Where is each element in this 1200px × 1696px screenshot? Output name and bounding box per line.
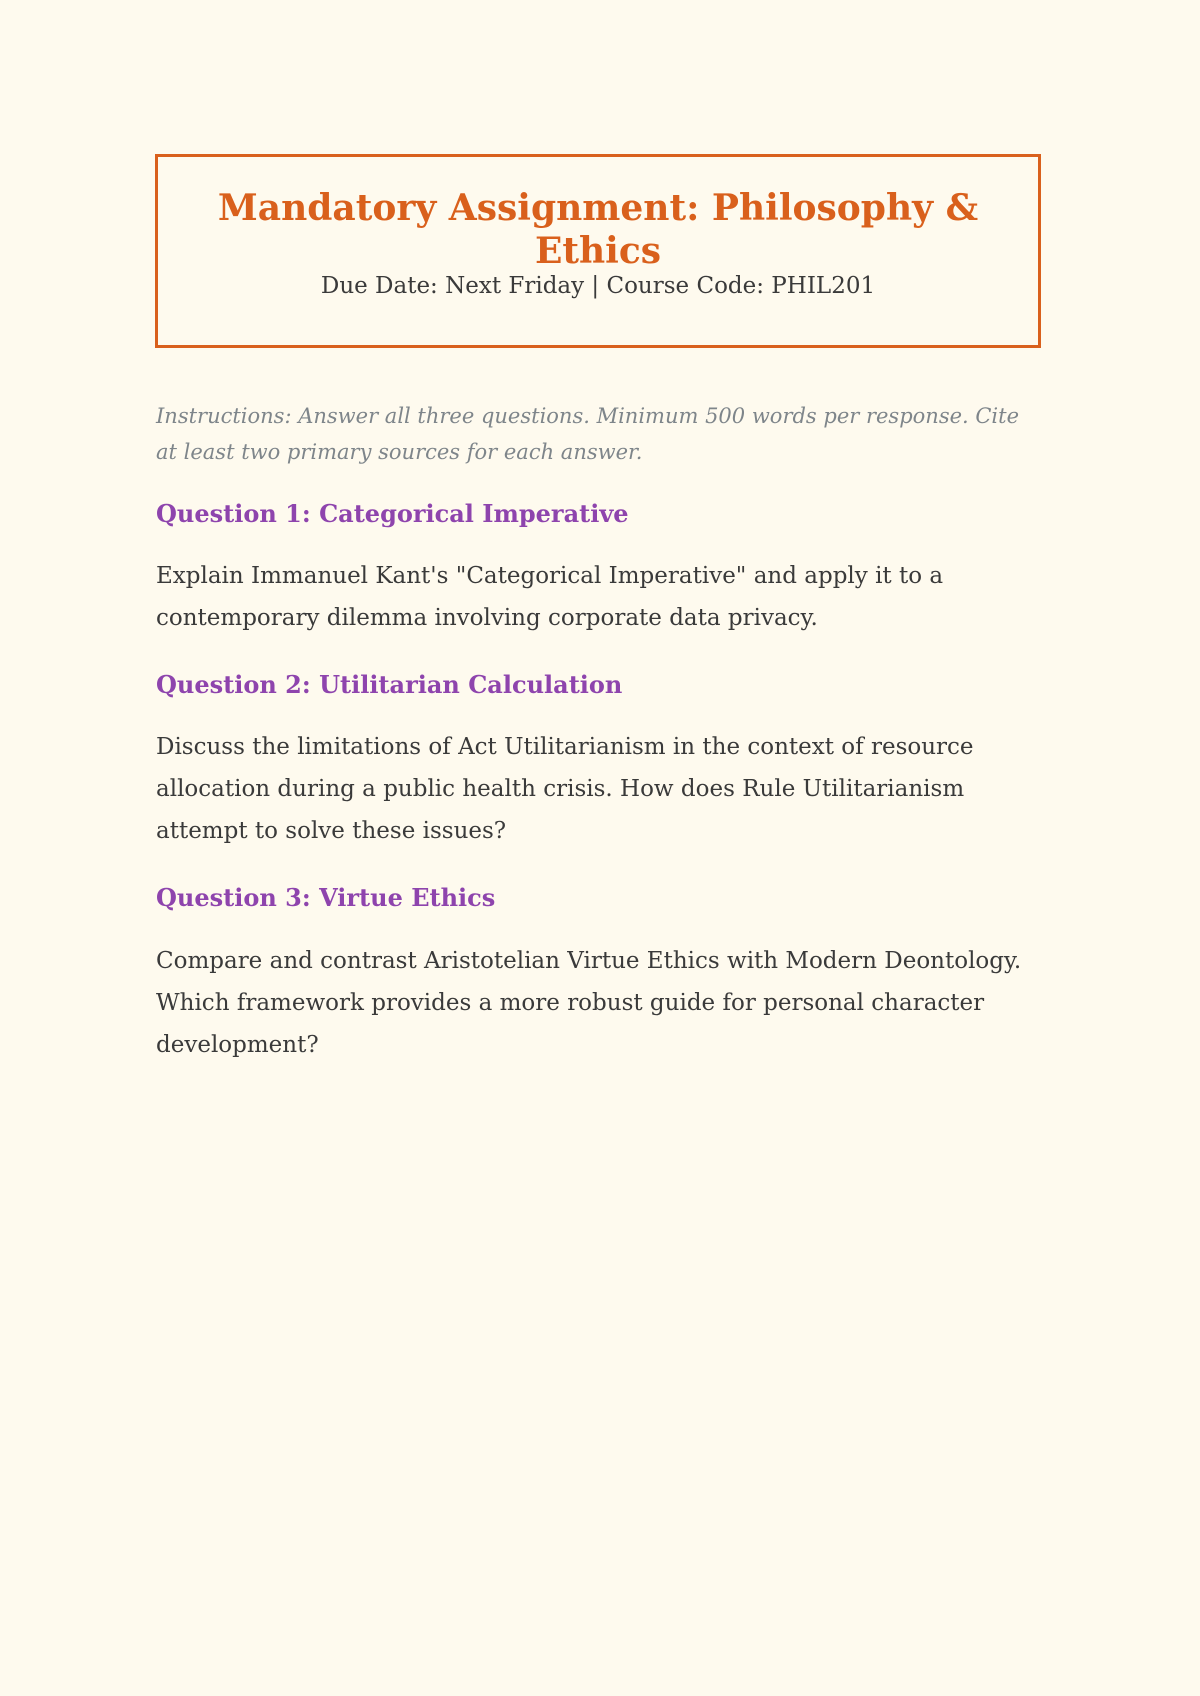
assignment-header	[155, 154, 1041, 348]
question-2-body: Discuss the limitations of Act Utilitarianism in the context of resource allocation during a public health crisis. How does Rule Utilitarianism attempt to solve these issues?	[156, 734, 974, 845]
question-2	[156, 669, 1046, 852]
question-3-heading: Question 3: Virtue Ethics	[156, 883, 496, 913]
assignment-body	[156, 398, 1046, 1096]
question-1-body: Explain Immanuel Kant's "Categorical Imperative" and apply it to a contemporary dilemma involving corporate data privacy.	[156, 563, 944, 632]
question-3-body: Compare and contrast Aristotelian Virtue Ethics with Modern Deontology. Which framework provides a more robust guide for personal character development?	[156, 947, 1022, 1058]
instructions-text: Instructions: Answer all three questions. Minimum 500 words per response. Cite at least two primary sources for each answer.	[156, 404, 1020, 464]
question-3	[156, 882, 1046, 1065]
question-2-heading: Question 2: Utilitarian Calculation	[156, 670, 623, 700]
page-title: Mandatory Assignment: Philosophy & Ethics	[217, 187, 979, 273]
question-1-heading: Question 1: Categorical Imperative	[156, 499, 629, 528]
due-date-course-code: Due Date: Next Friday | Course Code: PHIL201	[320, 273, 876, 299]
question-1	[156, 498, 1046, 639]
